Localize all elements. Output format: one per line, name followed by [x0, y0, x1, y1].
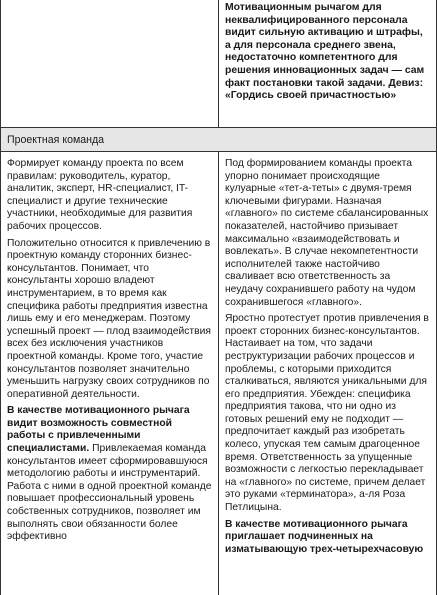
table-cell-empty: [1, 0, 219, 127]
left-paragraph-3: [7, 405, 212, 544]
section-header-row: [1, 128, 436, 152]
right-paragraph-3-bold: В качестве мотивационного рычага приглашает подчиненных на изматывающую трех-четырехчасовую: [225, 518, 424, 555]
table-cell-left: [1, 152, 219, 595]
right-paragraph-2: Яростно протестует против привлечения в проект сторонних бизнес-консультантов. Настаивает на том, что задачи реструктуризации рабочих процессов и проблемы, с которыми приходится сталкиваться, являются уникальными для его предприятия. Убежден: специфика предприятия такова, что ни одно из готовых решений ему не подходит — предпочитает каждый раз изобретать колесо, упуская тем самым драгоценное время. Ответственность за упущенные возможности с легкостью перекладывает на «главного» по системе, причем делает это руками «терминатора», а-ля Роза Петлицына.: [225, 313, 429, 514]
table-cell-motivation: [219, 0, 436, 127]
section-title: Проектная команда: [7, 134, 105, 146]
left-paragraph-1: Формирует команду проекта по всем правилам: руководитель, куратор, аналитик, эксперт, HR-специалист, IT-специалист и другие технические участники, необходимые для развития рабочих процессов.: [7, 158, 193, 232]
left-paragraph-2: Положительно относится к привлечению в проектную команду сторонних бизнес-консультантов. Понимает, что консультанты хорошо владеют инструментарием, в то время как специфика работы предприятия известна лишь ему и его менеджерам. Поэтому успешный проект — плод взаимодействия всех без исключения участников проектной команды. Кроме того, участие консультантов позволяет значительно уменьшить нагрузку своих сотрудников по оперативной деятельности.: [7, 237, 211, 400]
table-row-motivation: [1, 0, 436, 128]
motivation-text: Мотивационным рычагом для неквалифицированного персонала видит сильную активацию и штрафы, а для персонала среднего звена, недостаточно компетентного для решения инновационных задач — сам факт постановки такой задачи. Девиз: «Гордись своей причастностью»: [225, 2, 425, 102]
table-cell-right: [219, 152, 436, 595]
left-paragraph-3-bold: В качестве мотивационного рычага видит возможность совместной работы с привлеченными специалистами.: [7, 405, 190, 455]
left-paragraph-3-rest: Привлекаемая команда консультантов имеет сформировавшуюся методологию работы и инструментарий. Работа с ними в одной проектной команде повышает профессиональный уровень собственных сотрудников, позволяет им выполнять свои обязанности более эффективно: [7, 443, 212, 543]
right-paragraph-3: [225, 519, 430, 557]
table-row-project-team: [1, 152, 436, 595]
right-paragraph-1: Под формированием команды проекта упорно понимает происходящие кулуарные «тет-а-теты» с двумя-тремя ключевыми фигурами. Назначая «главного» по системе сбалансированных показателей, настойчиво призывает максимально «взаимодействовать и вовлекать». В случае некомпетентности исполнителей также настойчиво сваливает всю ответственность за неудачу сохранившего работу на чудом сохранившегося «главного».: [225, 158, 429, 308]
